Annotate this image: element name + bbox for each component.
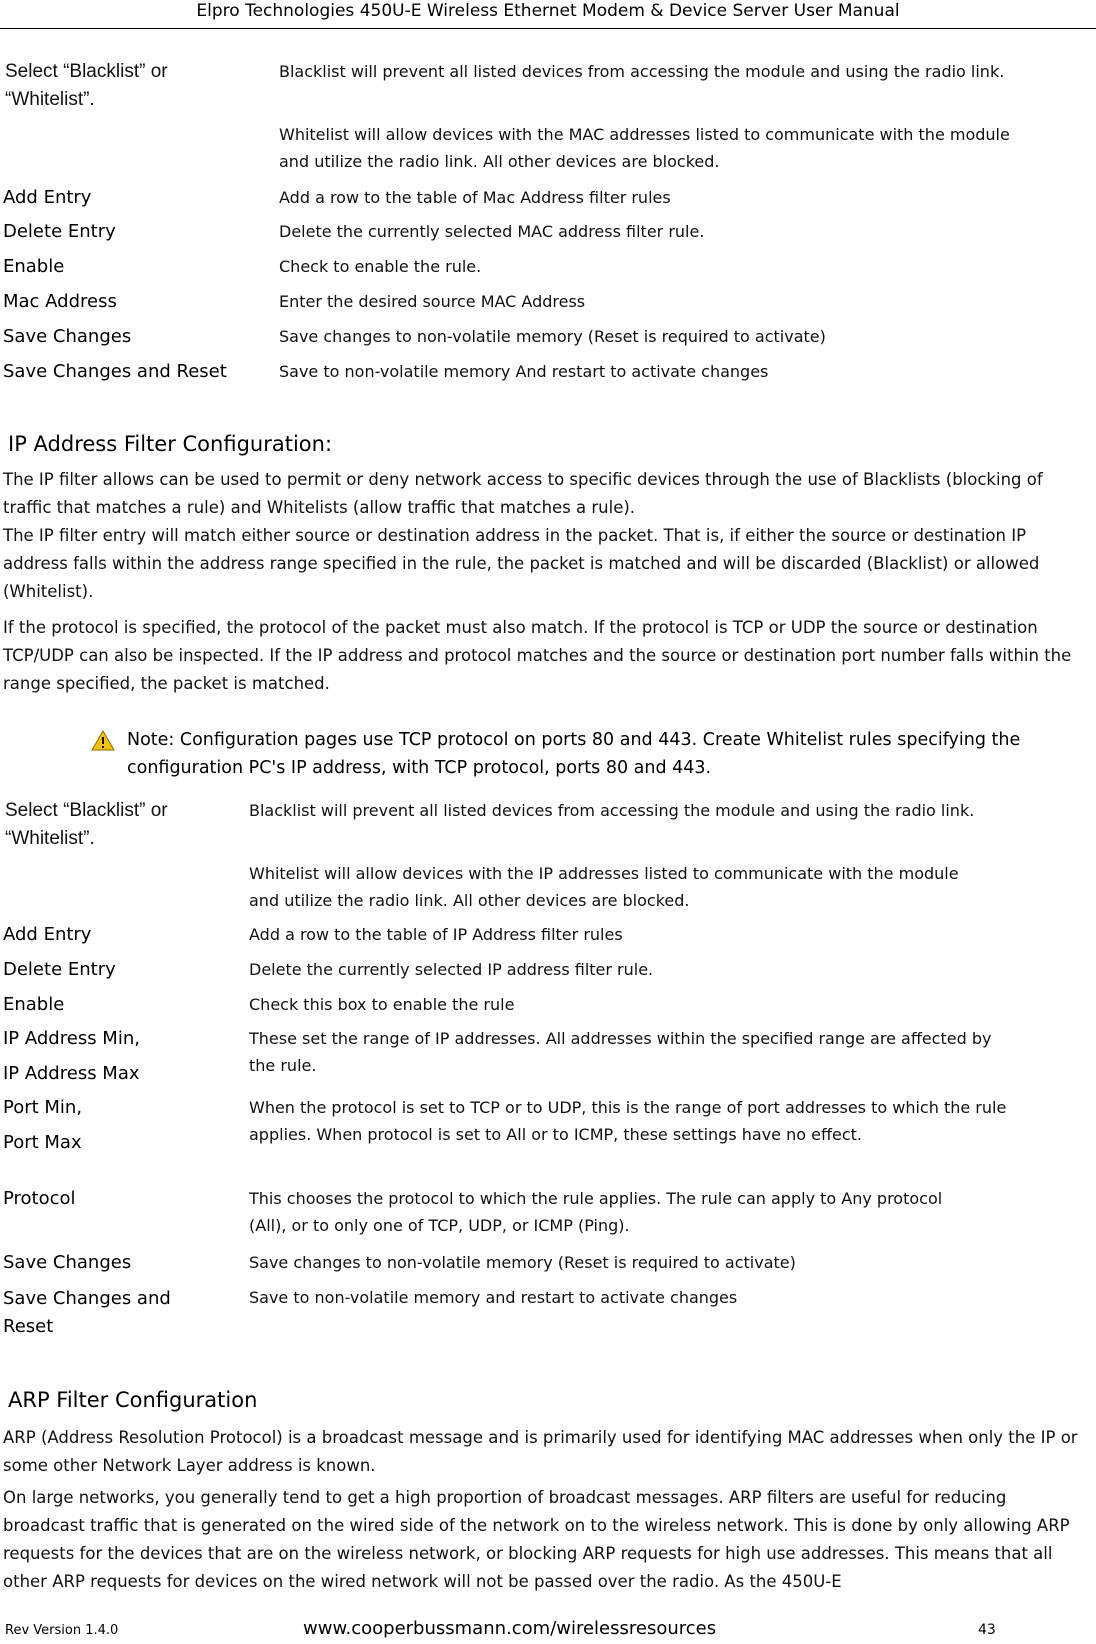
ip-desc-save-changes: Save changes to non-volatile memory (Reset is required to activate): [249, 1253, 796, 1272]
ip-term-add-entry: Add Entry: [3, 924, 92, 945]
ip-desc-ip-range: These set the range of IP addresses. All addresses within the specified range are affected by the rule.: [249, 1029, 992, 1075]
header-title: Elpro Technologies 450U-E Wireless Ethernet Modem & Device Server User Manual: [196, 1, 900, 21]
ip-term-delete-entry: Delete Entry: [3, 959, 116, 980]
mac-desc-save-changes-reset: Save to non-volatile memory And restart to activate changes: [279, 362, 769, 381]
ip-para-2: The IP filter entry will match either source or destination address in the packet. That is, if either the source or destination IP address falls within the address range specified in the rule, the packet is matched and will be discarded (Blacklist) or allowed (Whitelist).: [3, 526, 1040, 601]
mac-term-delete-entry: Delete Entry: [3, 221, 116, 242]
ip-term-port-max: Port Max: [3, 1132, 82, 1153]
mac-desc-add-entry: Add a row to the table of Mac Address filter rules: [279, 188, 671, 207]
mac-select-desc-blacklist: Blacklist will prevent all listed devices from accessing the module and using the radio link.: [279, 62, 1005, 81]
config-note: Note: Configuration pages use TCP protocol on ports 80 and 443. Create Whitelist rules specifying the configuration PC's IP address, with TCP protocol, ports 80 and 443.: [127, 730, 1021, 778]
ip-term-port-min: Port Min,: [3, 1097, 83, 1118]
arp-para-1: ARP (Address Resolution Protocol) is a broadcast message and is primarily used for identifying MAC addresses when only the IP or some other Network Layer address is known.: [3, 1428, 1078, 1475]
mac-select-term: Select “Blacklist” or “Whitelist”.: [5, 61, 168, 110]
ip-desc-enable: Check this box to enable the rule: [249, 995, 515, 1014]
footer-rev-version: Rev Version 1.4.0: [5, 1623, 119, 1638]
ip-term-save-changes-reset: Save Changes and Reset: [3, 1288, 171, 1337]
ip-desc-port-range: When the protocol is set to TCP or to UDP, this is the range of port addresses to which the rule applies. When protocol is set to All or to ICMP, these settings have no effect.: [249, 1098, 1007, 1144]
mac-term-save-changes-reset: Save Changes and Reset: [3, 361, 227, 382]
mac-desc-mac-address: Enter the desired source MAC Address: [279, 292, 586, 311]
arp-para-2: On large networks, you generally tend to get a high proportion of broadcast messages. ARP filters are useful for reducing broadcast traffic that is generated on the wired side of the network on to the wireless network. This is done by only allowing ARP requests for the devices that are on the wireless network, or blocking ARP requests for high use addresses. This means that all other ARP requests for devices on the wired network will not be passed over the radio. As the 450U-E: [3, 1488, 1070, 1591]
mac-term-save-changes: Save Changes: [3, 326, 132, 347]
ip-select-desc-blacklist: Blacklist will prevent all listed devices from accessing the module and using the radio link.: [249, 801, 975, 820]
page-header: [0, 0, 1096, 29]
arp-filter-heading: ARP Filter Configuration: [8, 1388, 258, 1412]
ip-para-3: If the protocol is specified, the protocol of the packet must also match. If the protocol is TCP or UDP the source or destination TCP/UDP can also be inspected. If the IP address and protocol matches and the source or destination port number falls within the range specified, the packet is matched.: [3, 618, 1072, 693]
ip-select-desc-whitelist: Whitelist will allow devices with the IP addresses listed to communicate with the module and utilize the radio link. All other devices are blocked.: [249, 864, 959, 910]
ip-para-1: The IP filter allows can be used to permit or deny network access to specific devices through the use of Blacklists (blocking of traffic that matches a rule) and Whitelists (allow traffic that matches a rule).: [3, 470, 1043, 517]
footer-url-link[interactable]: www.cooperbussmann.com/wirelessresources: [303, 1618, 717, 1639]
ip-desc-save-changes-reset: Save to non-volatile memory and restart to activate changes: [249, 1288, 738, 1307]
mac-select-desc-whitelist: Whitelist will allow devices with the MAC addresses listed to communicate with the module and utilize the radio link. All other devices are blocked.: [279, 125, 1010, 171]
mac-term-mac-address: Mac Address: [3, 291, 117, 312]
ip-term-ip-address-max: IP Address Max: [3, 1063, 140, 1084]
mac-desc-enable: Check to enable the rule.: [279, 257, 482, 276]
ip-term-enable: Enable: [3, 994, 65, 1015]
ip-select-term: Select “Blacklist” or “Whitelist”.: [5, 800, 168, 849]
ip-desc-delete-entry: Delete the currently selected IP address filter rule.: [249, 960, 654, 979]
ip-filter-heading: IP Address Filter Configuration:: [8, 432, 333, 456]
mac-term-enable: Enable: [3, 256, 65, 277]
ip-term-save-changes: Save Changes: [3, 1252, 132, 1273]
footer-page-number: 43: [978, 1622, 996, 1638]
warning-icon: [91, 730, 115, 751]
mac-desc-delete-entry: Delete the currently selected MAC address filter rule.: [279, 222, 705, 241]
mac-term-add-entry: Add Entry: [3, 187, 92, 208]
ip-term-protocol: Protocol: [3, 1188, 76, 1209]
ip-term-ip-address-min: IP Address Min,: [3, 1028, 140, 1049]
mac-desc-save-changes: Save changes to non-volatile memory (Reset is required to activate): [279, 327, 826, 346]
ip-desc-add-entry: Add a row to the table of IP Address filter rules: [249, 925, 623, 944]
ip-desc-protocol: This chooses the protocol to which the rule applies. The rule can apply to Any protocol (All), or to only one of TCP, UDP, or ICMP (Ping).: [249, 1189, 943, 1235]
